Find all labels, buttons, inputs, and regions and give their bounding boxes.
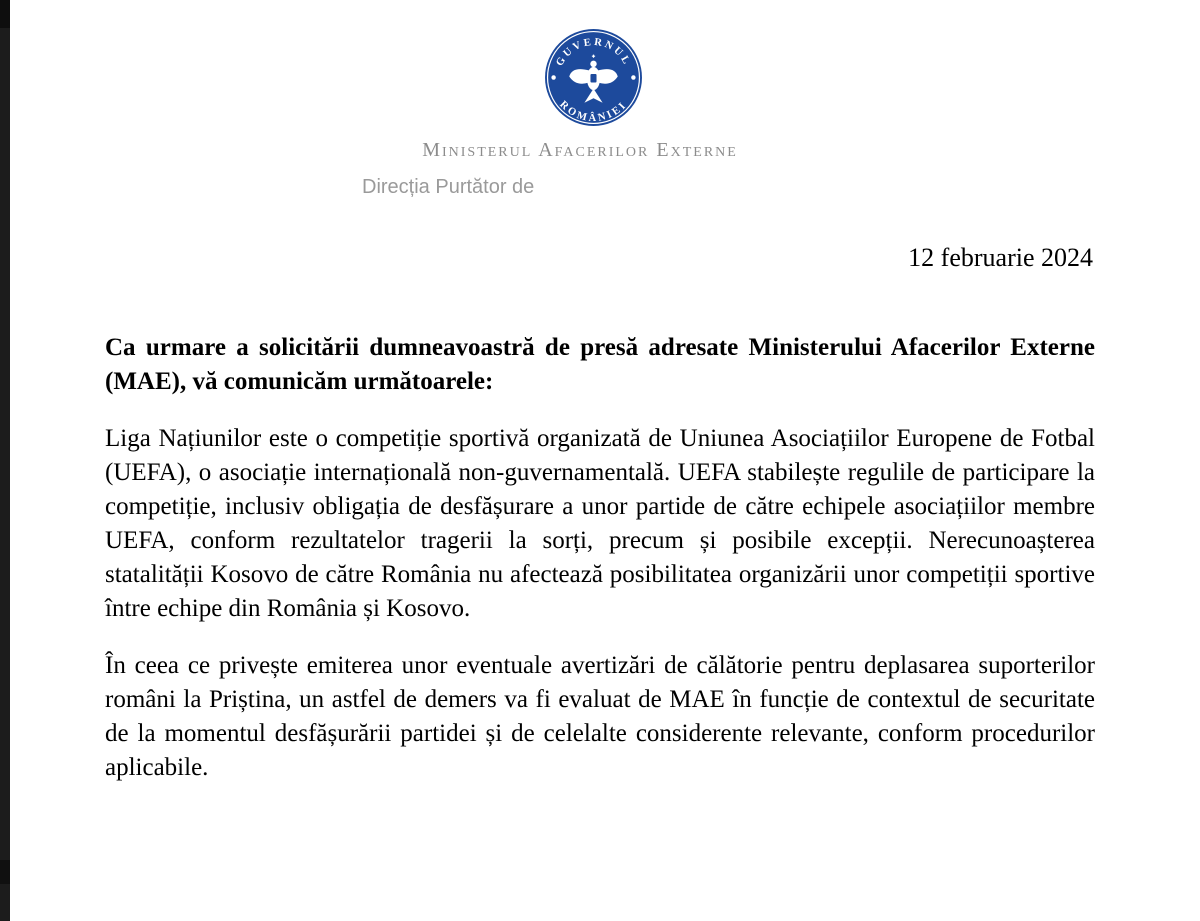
department-name: Direcția Purtător de [362,176,535,198]
body-paragraph-2: În ceea ce privește emiterea unor eventuale avertizări de călătorie pentru deplasarea suporterilor români la Priștina, un astfel de demers va fi evaluat de MAE în funcție de contextul de securitate de la momentul desfășurării partidei și de celelalte considerente relevante, conform procedurilor aplicabile. [105,652,1095,781]
ministry-name: Ministerul Afacerilor Externe [422,139,738,161]
seal-right-dot [631,75,635,79]
seal-top-text: GUVERNUL [554,36,633,69]
seal-left-dot [551,75,555,79]
letter-body [105,331,1095,808]
body-paragraph-1: Liga Națiunilor este o competiție sportivă organizată de Uniunea Asociațiilor Europene de Fotbal (UEFA), o asociație internațională non-guvernamentală. UEFA stabilește regulile de participare la competiție, inclusiv obligația de desfășurare a unor partide de către echipele asociațiilor membre UEFA, conform rezultatelor tragerii la sorți, precum și posibile excepții. Nerecunoașterea statalității Kosovo de către România nu afectează posibilitatea organizării unor competiții sportive între echipe din România și Kosovo. [105,425,1095,622]
edge-strip-icon-fragment-bottom [0,860,10,884]
document-date: 12 februarie 2024 [908,243,1093,272]
window-edge-strip [0,0,10,921]
intro-paragraph: Ca urmare a solicitării dumneavoastră de presă adresate Ministerului Afacerilor Externe (MAE), vă comunicăm următoarele: [105,334,1095,395]
romania-government-seal-icon [543,27,644,128]
edge-strip-icon-fragment-top [0,0,10,28]
seal-bottom-text: ROMÂNIEI [557,99,630,124]
eagle-chest-shield [590,74,596,83]
